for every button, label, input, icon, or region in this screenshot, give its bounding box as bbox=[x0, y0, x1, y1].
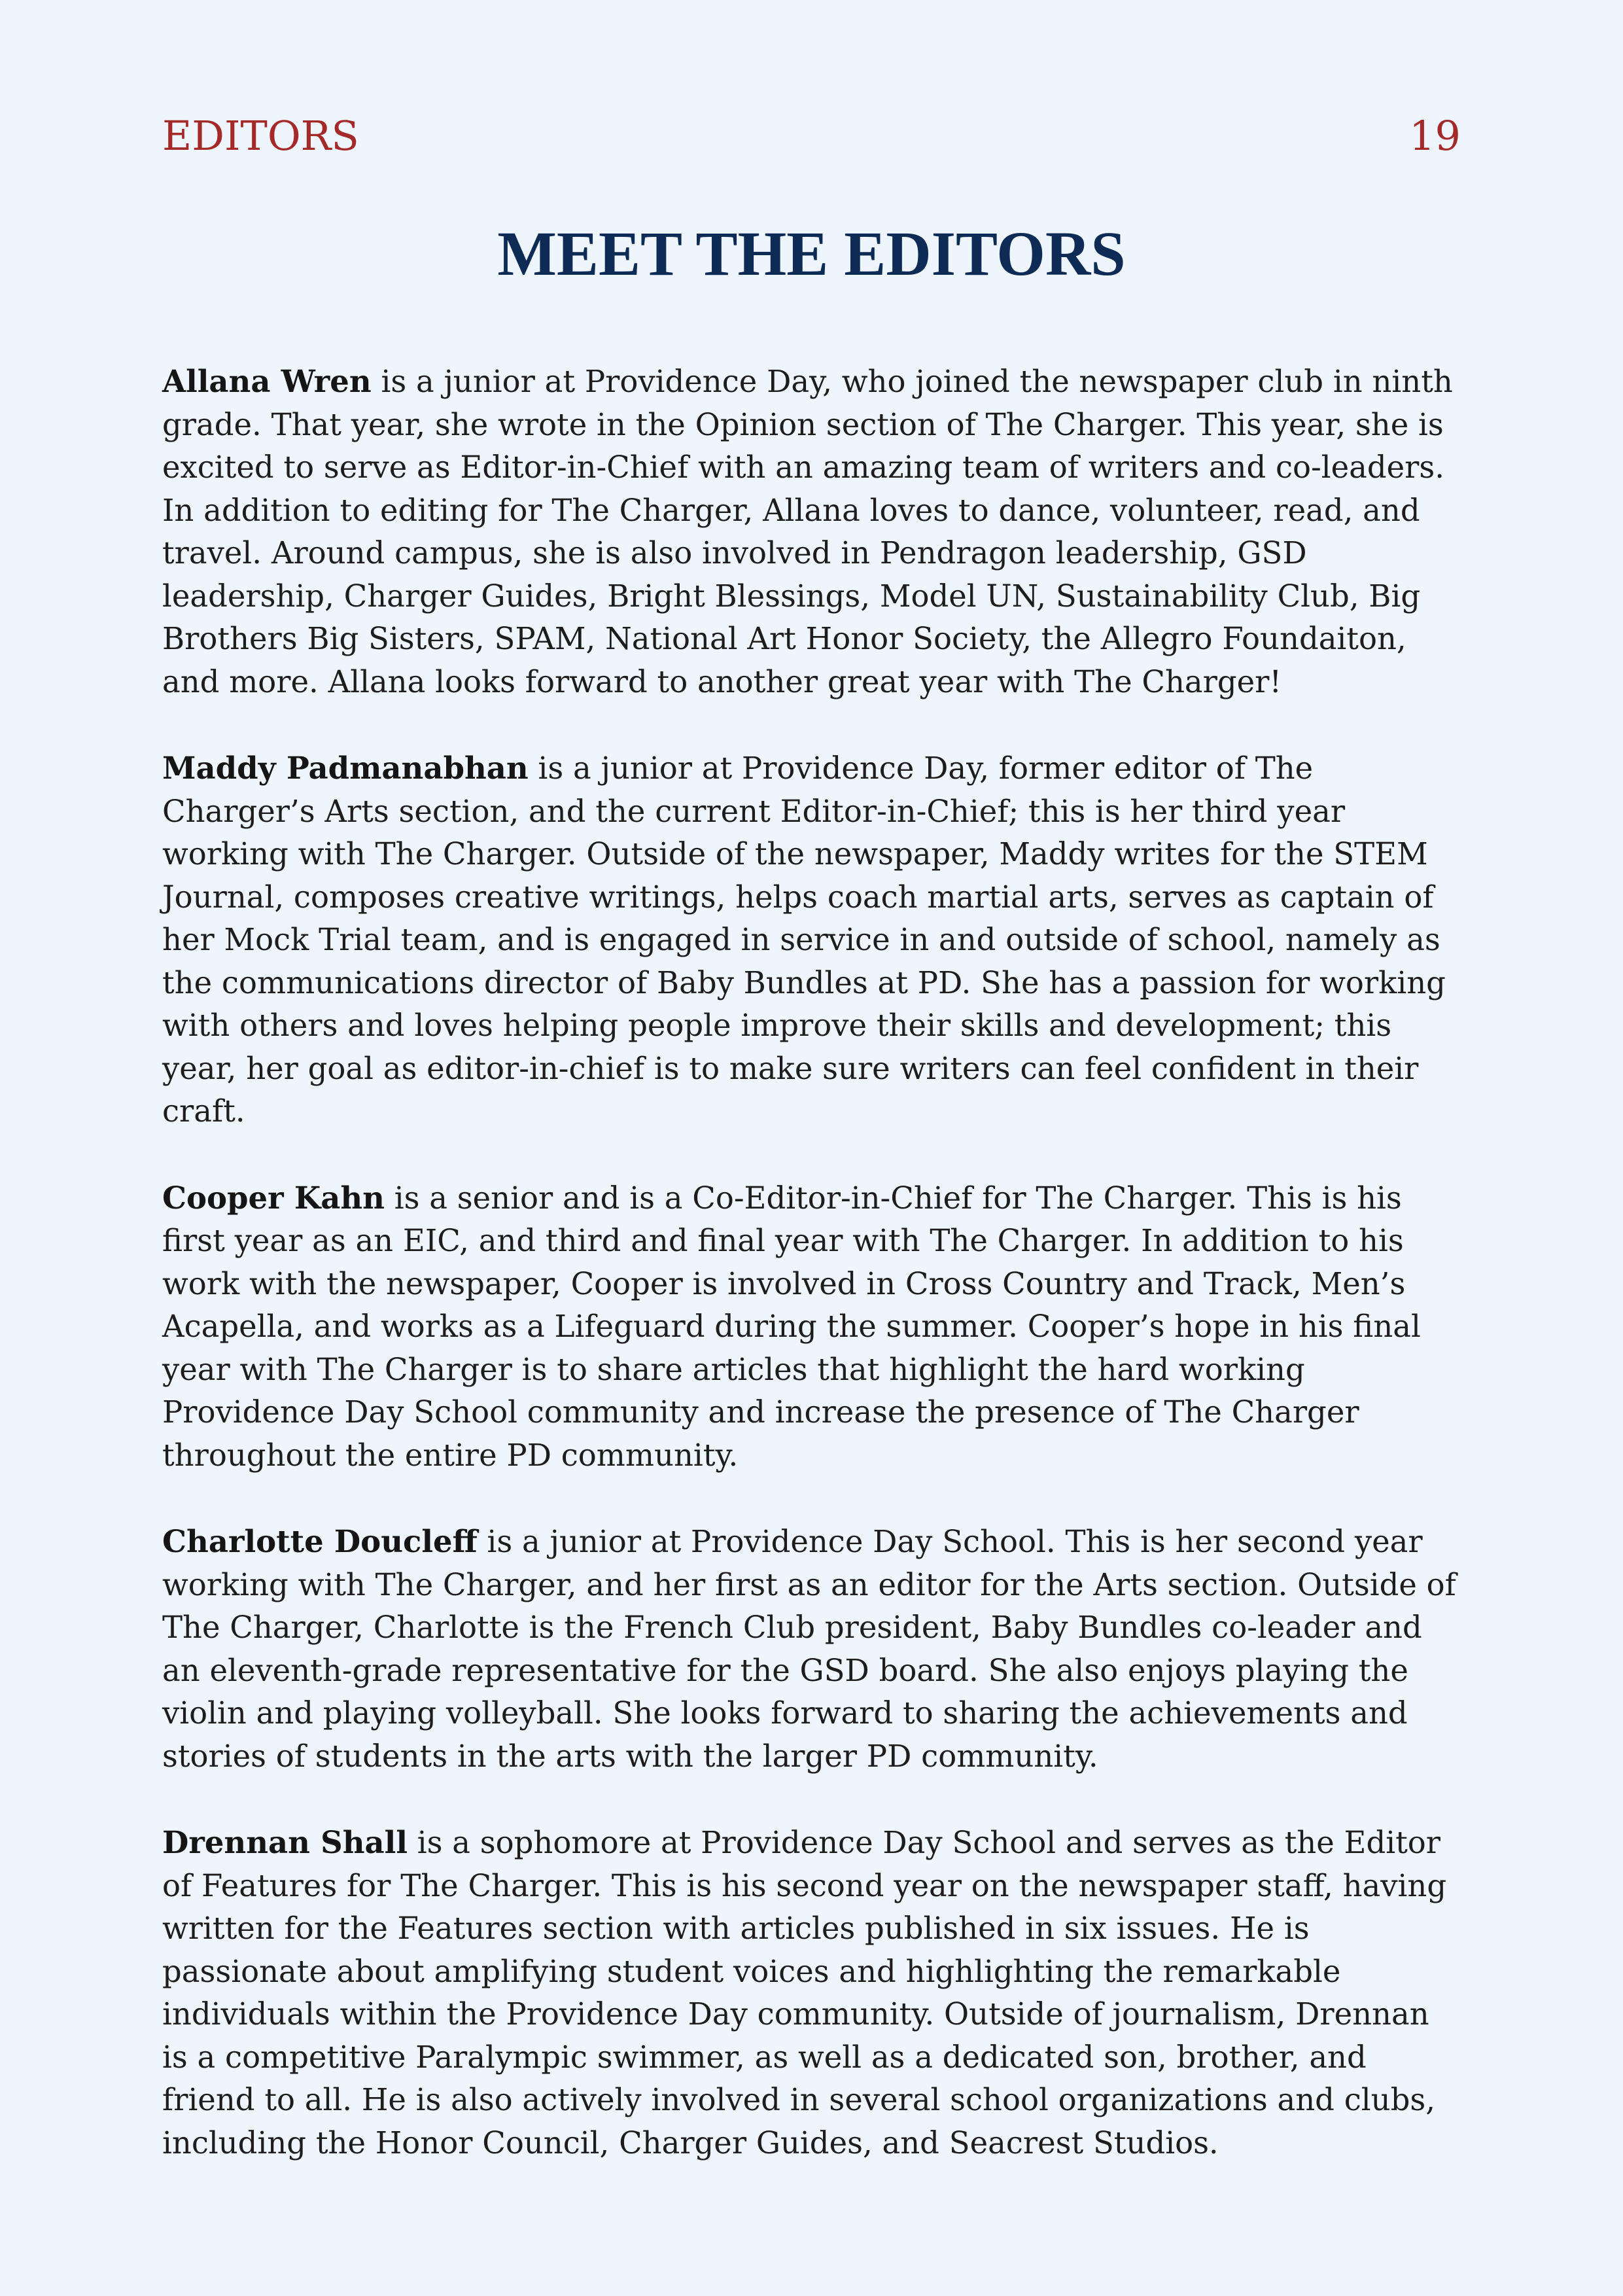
editor-bio-text: is a senior and is a Co-Editor-in-Chief for The Charger. This is his first year as an EIC, and third and final year with The Charger. In addition to his work with the newspaper, Cooper is involved in Cross Country and Track, Men’s Acapella, and works as a Lifeguard during the summer. Cooper’s hope in his final year with The Charger is to share articles that highlight the hard working Providence Day School community and increase the presence of The Charger throughout the entire PD community. bbox=[162, 1180, 1421, 1473]
editor-bios bbox=[162, 360, 1461, 2208]
editor-name: Charlotte Doucleff bbox=[162, 1523, 478, 1559]
editor-name: Drennan Shall bbox=[162, 1824, 408, 1860]
editor-bio-allana-wren bbox=[162, 360, 1461, 703]
running-head bbox=[162, 110, 1461, 162]
editor-bio-maddy-padmanabhan bbox=[162, 747, 1461, 1133]
editor-bio-cooper-kahn bbox=[162, 1176, 1461, 1477]
editor-bio-text: is a junior at Providence Day School. This is her second year working with The Charger, and her first as an editor for the Arts section. Outside of The Charger, Charlotte is the French Club president, Baby Bundles co-leader and an eleventh-grade representative for the GSD board. She also enjoys playing the violin and playing volleyball. She looks forward to sharing the achievements and stories of students in the arts with the larger PD community. bbox=[162, 1524, 1456, 1774]
editor-bio-text: is a sophomore at Providence Day School and serves as the Editor of Features for The Charger. This is his second year on the newspaper staff, having written for the Features section with articles published in six issues. He is passionate about amplifying student voices and highlighting the remarkable individuals within the Providence Day community. Outside of journalism, Drennan is a competitive Paralympic swimmer, as well as a dedicated son, brother, and friend to all. He is also actively involved in several school organizations and clubs, including the Honor Council, Charger Guides, and Seacrest Studios. bbox=[162, 1825, 1447, 2161]
editor-bio-text: is a junior at Providence Day, former editor of The Charger’s Arts section, and the current Editor-in-Chief; this is her third year working with The Charger. Outside of the newspaper, Maddy writes for the STEM Journal, composes creative writings, helps coach martial arts, serves as captain of her Mock Trial team, and is engaged in service in and outside of school, namely as the communications director of Baby Bundles at PD. She has a passion for working with others and loves helping people improve their skills and development; this year, her goal as editor-in-chief is to make sure writers can feel confident in their craft. bbox=[162, 751, 1446, 1129]
page-title: MEET THE EDITORS bbox=[497, 219, 1126, 289]
editor-bio-text: is a junior at Providence Day, who joined the newspaper club in ninth grade. That year, she wrote in the Opinion section of The Charger. This year, she is excited to serve as Editor-in-Chief with an amazing team of writers and co-leaders. In addition to editing for The Charger, Allana loves to dance, volunteer, read, and travel. Around campus, she is also involved in Pendragon leadership, GSD leadership, Charger Guides, Bright Blessings, Model UN, Sustainability Club, Big Brothers Big Sisters, SPAM, National Art Honor Society, the Allegro Foundaiton, and more. Allana looks forward to another great year with The Charger! bbox=[162, 364, 1453, 699]
section-label: EDITORS bbox=[162, 112, 359, 160]
editor-name: Allana Wren bbox=[162, 363, 372, 399]
editor-bio-drennan-shall bbox=[162, 1821, 1461, 2164]
editor-name: Cooper Kahn bbox=[162, 1179, 385, 1216]
editor-bio-charlotte-doucleff bbox=[162, 1520, 1461, 1778]
editor-name: Maddy Padmanabhan bbox=[162, 750, 529, 786]
page-number: 19 bbox=[1409, 112, 1461, 160]
